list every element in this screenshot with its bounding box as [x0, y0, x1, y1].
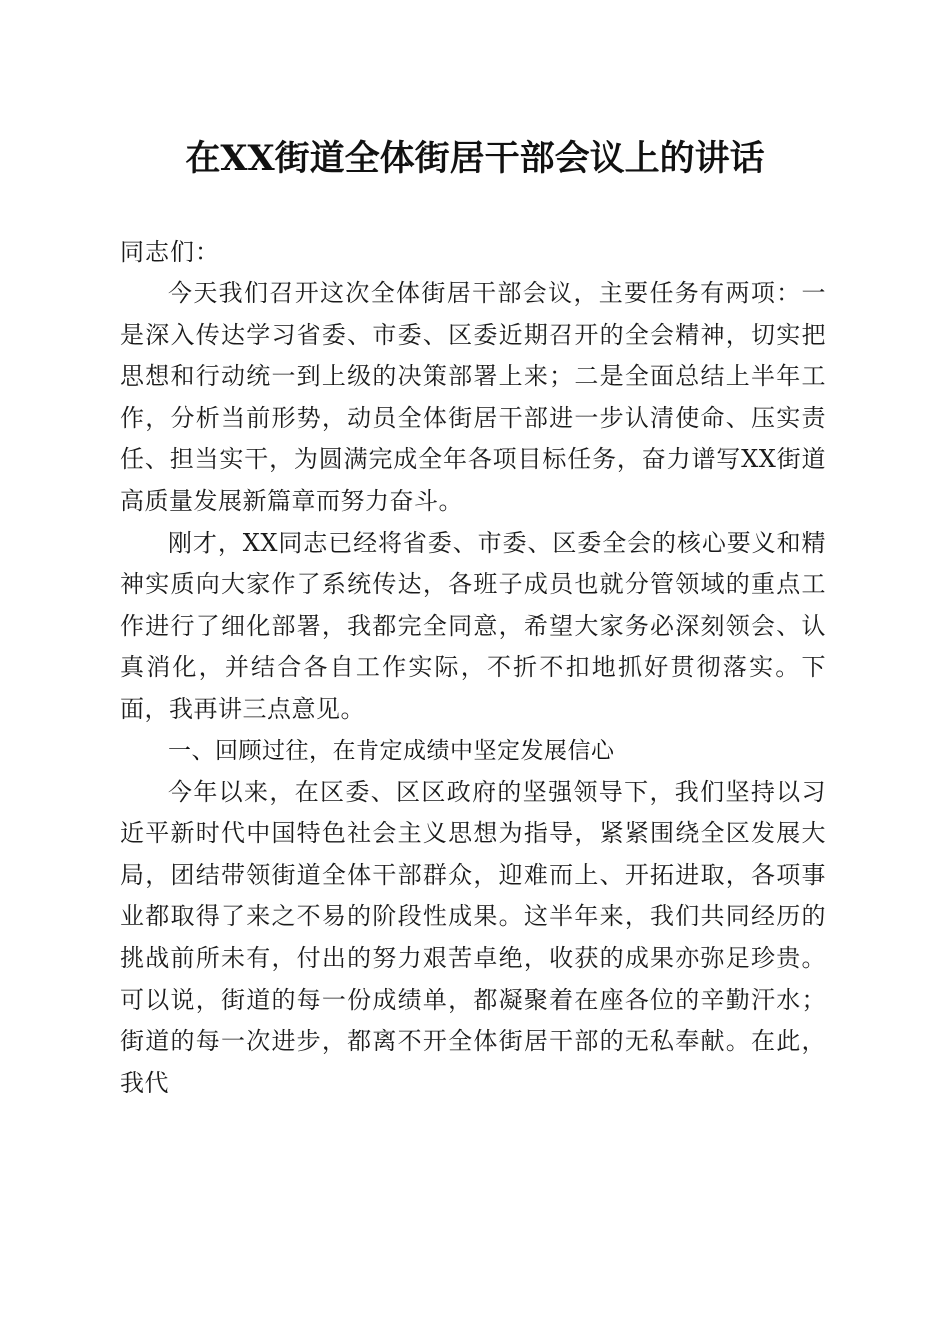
salutation: 同志们：: [120, 238, 220, 266]
document-body: [120, 232, 826, 1104]
document-title: 在XX街道全体街居干部会议上的讲话: [185, 138, 765, 179]
intro-paragraph: 今天我们召开这次全体街居干部会议，主要任务有两项：一是深入传达学习省委、市委、区委近期召开的全会精神，切实把思想和行动统一到上级的决策部署上来；二是全面总结上半年工作，分析当前形势，动员全体街居干部进一步认清使命、压实责任、担当实干，为圆满完成全年各项目标任务，奋力谱写XX街道高质量发展新篇章而努力奋斗。: [120, 279, 826, 515]
second-paragraph: 刚才，XX同志已经将省委、市委、区委全会的核心要义和精神实质向大家作了系统传达，各班子成员也就分管领域的重点工作进行了细化部署，我都完全同意，希望大家务必深刻领会、认真消化，并结合各自工作实际，不折不扣地抓好贯彻落实。下面，我再讲三点意见。: [120, 528, 826, 723]
section-paragraph: 今年以来，在区委、区区政府的坚强领导下，我们坚持以习近平新时代中国特色社会主义思想为指导，紧紧围绕全区发展大局，团结带领街道全体干部群众，迎难而上、开拓进取，各项事业都取得了来之不易的阶段性成果。这半年来，我们共同经历的挑战前所未有，付出的努力艰苦卓绝，收获的成果亦弥足珍贵。可以说，街道的每一份成绩单，都凝聚着在座各位的辛勤汗水；街道的每一次进步，都离不开全体街居干部的无私奉献。在此，我代: [120, 777, 826, 1097]
section-heading: 一、回顾过往，在肯定成绩中坚定发展信心: [168, 737, 615, 764]
